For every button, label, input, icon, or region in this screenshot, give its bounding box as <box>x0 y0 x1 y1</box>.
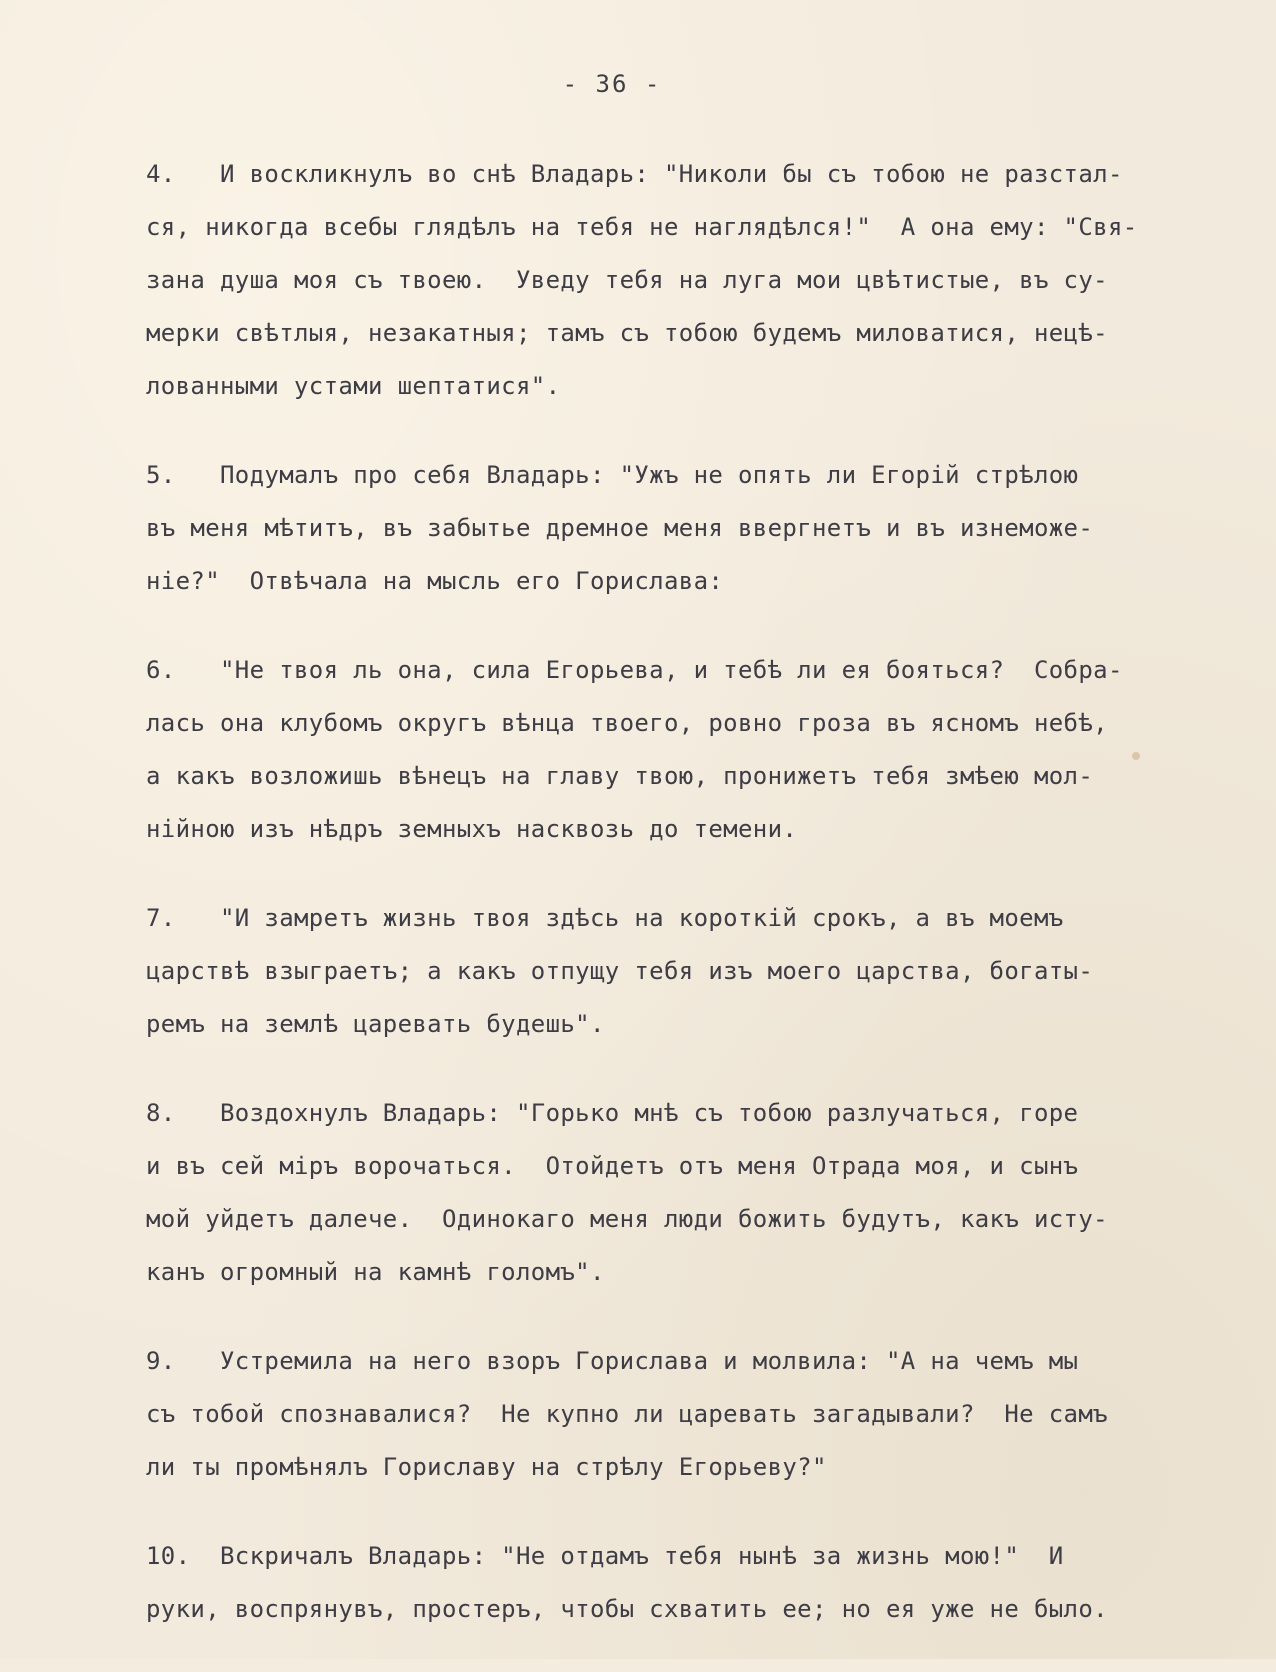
text-line: нійною изъ нѣдръ земныхъ насквозь до темени. <box>146 815 798 843</box>
text-line: 7. "И замретъ жизнь твоя здѣсь на короткій срокъ, а въ моемъ <box>146 904 1064 932</box>
text-line: 8. Воздохнулъ Владарь: "Горько мнѣ съ тобою разлучаться, горе <box>146 1099 1079 1127</box>
text-line: 9. Устремила на него взоръ Горислава и молвила: "А на чемъ мы <box>146 1347 1079 1375</box>
text-line: царствѣ взыграетъ; а какъ отпущу тебя изъ моего царства, богаты- <box>146 957 1094 985</box>
text-line: а какъ возложишь вѣнецъ на главу твою, пронижетъ тебя змѣею мол- <box>146 762 1094 790</box>
text-line: и въ сей міръ ворочаться. Отойдетъ отъ меня Отрада моя, и сынъ <box>146 1152 1079 1180</box>
text-line: канъ огромный на камнѣ голомъ". <box>146 1258 605 1286</box>
text-line: мой уйдетъ далече. Одинокаго меня люди божить будутъ, какъ исту- <box>146 1205 1108 1233</box>
page-body <box>146 148 1256 1672</box>
paper-stain <box>1132 752 1140 760</box>
text-line: лась она клубомъ округъ вѣнца твоего, ровно гроза въ ясномъ небѣ, <box>146 709 1108 737</box>
text-line: 5. Подумалъ про себя Владарь: "Ужъ не опять ли Егорій стрѣлою <box>146 461 1079 489</box>
verse-8 <box>146 1087 1256 1299</box>
verse-9 <box>146 1335 1256 1494</box>
text-line: лованными устами шептатися". <box>146 372 561 400</box>
text-line: руки, воспрянувъ, простеръ, чтобы схватить ее; но ея уже не было. <box>146 1595 1108 1623</box>
text-line: мерки свѣтлыя, незакатныя; тамъ съ тобою будемъ миловатися, нецѣ- <box>146 319 1108 347</box>
verse-10 <box>146 1530 1256 1636</box>
text-line: съ тобой спознавалися? Не купно ли царевать загадывали? Не самъ <box>146 1400 1108 1428</box>
verse-7 <box>146 892 1256 1051</box>
text-line: въ меня мѣтитъ, въ забытье дремное меня ввергнетъ и въ изнеможе- <box>146 514 1094 542</box>
text-line: 6. "Не твоя ль она, сила Егорьева, и тебѣ ли ея бояться? Собра- <box>146 656 1123 684</box>
text-line: ли ты промѣнялъ Гориславу на стрѣлу Егорьеву?" <box>146 1453 827 1481</box>
text-line: ремъ на землѣ царевать будешь". <box>146 1010 605 1038</box>
text-line: 4. И воскликнулъ во снѣ Владарь: "Николи бы съ тобою не разстал- <box>146 160 1123 188</box>
verse-5 <box>146 449 1256 608</box>
text-line: зана душа моя съ твоею. Уведу тебя на луга мои цвѣтистые, въ су- <box>146 266 1108 294</box>
page-number: - 36 - <box>562 70 662 98</box>
verse-4 <box>146 148 1256 413</box>
text-line: ся, никогда всебы глядѣлъ на тебя не наглядѣлся!" А она ему: "Свя- <box>146 213 1138 241</box>
text-line: ніе?" Отвѣчала на мысль его Горислава: <box>146 567 724 595</box>
text-line: 10. Вскричалъ Владарь: "Не отдамъ тебя нынѣ за жизнь мою!" И <box>146 1542 1064 1570</box>
verse-6 <box>146 644 1256 856</box>
